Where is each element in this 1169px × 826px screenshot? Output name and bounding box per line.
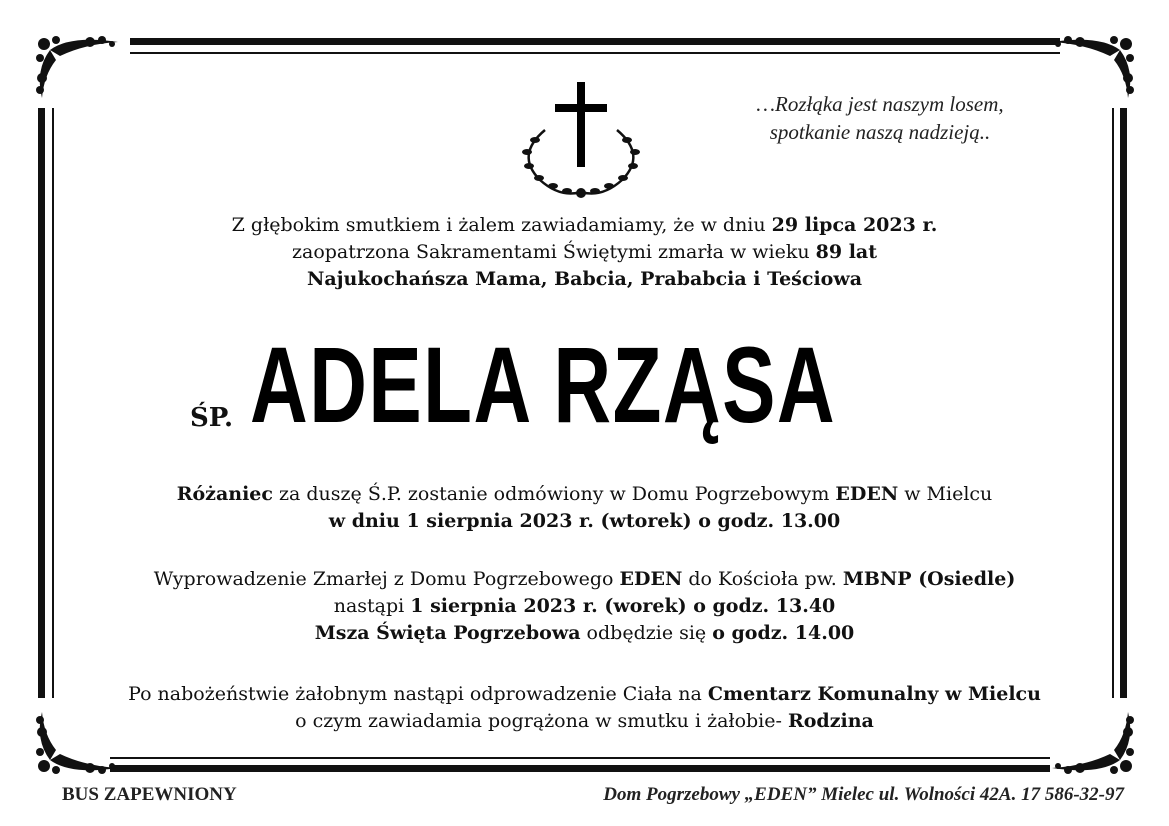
memorial-quote <box>690 90 1070 146</box>
family-signature: Rodzina <box>787 710 874 732</box>
burial-text: Po nabożeństwie żałobnym nastąpi odprowadzenie Ciała na <box>128 683 708 705</box>
rosary-line-1 <box>0 481 1169 508</box>
age: 89 lat <box>815 241 878 263</box>
name-prefix: ŚP. <box>190 403 234 433</box>
intro-line-2 <box>0 239 1169 266</box>
intro-line-1 <box>0 212 1169 239</box>
procession-line-3 <box>0 620 1169 647</box>
intro-text: Z głębokim smutkiem i żalem zawiadamiamy, że w dniu <box>231 214 772 236</box>
rosary-text: za duszę Ś.P. zostanie odmówiony w Domu Pogrzebowym <box>272 483 836 505</box>
cross-with-wreath-icon <box>505 80 645 205</box>
frame-bottom-thick <box>110 765 1050 772</box>
procession-line-2 <box>0 593 1169 620</box>
frame-top-thin <box>130 52 1060 54</box>
procession-text: do Kościoła pw. <box>682 568 843 590</box>
rosary-text: w Mielcu <box>898 483 993 505</box>
funeral-home-name: EDEN <box>619 568 683 590</box>
cemetery-name: Cmentarz Komunalny w Mielcu <box>707 683 1041 705</box>
procession-text: odbędzie się <box>580 622 713 644</box>
announcement-intro <box>0 212 1169 293</box>
quote-line-2: spotkanie naszą nadzieją.. <box>769 120 991 144</box>
deceased-name-row <box>190 325 910 445</box>
funeral-home-name: EDEN <box>835 483 899 505</box>
frame-top-thick <box>130 38 1060 45</box>
mass-label: Msza Święta Pogrzebowa <box>314 622 581 644</box>
procession-datetime: 1 sierpnia 2023 r. (worek) o godz. 13.40 <box>410 595 836 617</box>
rosary-info <box>0 481 1169 535</box>
burial-text: o czym zawiadamia pogrążona w smutku i żałobie- <box>295 710 788 732</box>
mass-time: o godz. 14.00 <box>712 622 855 644</box>
funeral-home-contact: Dom Pogrzebowy „EDEN” Mielec ul. Wolności 42A. 17 586-32-97 <box>603 784 1124 805</box>
burial-line-2 <box>0 708 1169 735</box>
procession-line-1 <box>0 566 1169 593</box>
burial-info <box>0 681 1169 735</box>
family-roles: Najukochańsza Mama, Babcia, Prababcia i Teściowa <box>307 268 862 290</box>
rosary-datetime: w dniu 1 sierpnia 2023 r. (wtorek) o godz. 13.00 <box>328 510 841 532</box>
rosary-label: Różaniec <box>176 483 273 505</box>
procession-text: nastąpi <box>333 595 411 617</box>
procession-info <box>0 566 1169 647</box>
intro-line-3 <box>0 266 1169 293</box>
death-date: 29 lipca 2023 r. <box>771 214 938 236</box>
procession-text: Wyprowadzenie Zmarłej z Domu Pogrzebowego <box>153 568 620 590</box>
deceased-name: ADELA RZĄSA <box>250 324 837 445</box>
intro-text: zaopatrzona Sakramentami Świętymi zmarła w wieku <box>291 241 816 263</box>
quote-line-1: …Rozłąka jest naszym losem, <box>756 92 1004 116</box>
frame-bottom-thin <box>110 757 1050 759</box>
burial-line-1 <box>0 681 1169 708</box>
rosary-line-2 <box>0 508 1169 535</box>
bus-notice: BUS ZAPEWNIONY <box>62 784 237 805</box>
floral-corner-icon <box>30 30 120 100</box>
church-name: MBNP (Osiedle) <box>842 568 1016 590</box>
